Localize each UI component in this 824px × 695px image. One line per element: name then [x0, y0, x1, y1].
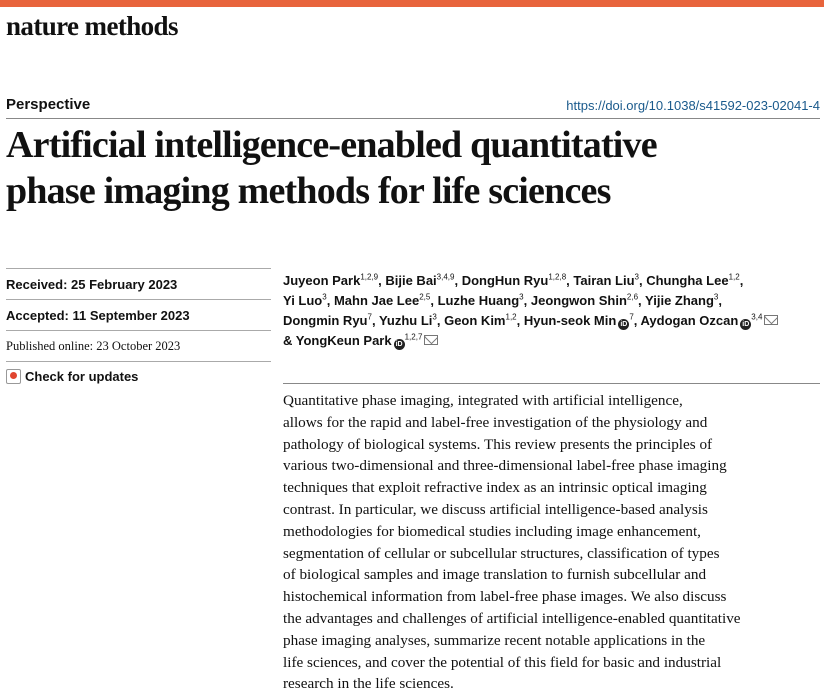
author-separator: , — [638, 273, 647, 288]
author-affiliation: 3 — [519, 292, 524, 302]
abstract-line: various two-dimensional and three-dimensional label-free phase imaging — [283, 457, 727, 475]
author-affiliation: 1,2 — [728, 272, 740, 282]
received-value: 25 February 2023 — [71, 277, 178, 292]
author-affiliation: 2,6 — [626, 292, 639, 302]
dates-divider — [6, 299, 271, 300]
author-name[interactable]: Hyun-seok Min — [523, 313, 617, 328]
author-line — [283, 291, 818, 311]
title-line: Artificial intelligence-enabled quantitative — [6, 124, 657, 166]
email-icon[interactable] — [424, 335, 438, 345]
dates-divider — [6, 330, 271, 331]
abstract-line: research in the life sciences. — [283, 675, 454, 693]
abstract-divider — [283, 383, 820, 384]
author-separator: , — [454, 273, 462, 288]
author-separator: , — [739, 273, 744, 288]
orcid-icon[interactable]: iD — [620, 321, 628, 328]
check-updates-label: Check for updates — [25, 369, 139, 384]
author-separator: , — [371, 313, 379, 328]
abstract-line: life sciences, and cover the potential of this field for basic and industrial — [283, 653, 722, 671]
author-affiliation: 3 — [713, 292, 719, 302]
author-name[interactable]: Mahn Jae Lee — [333, 293, 420, 308]
orcid-icon[interactable]: iD — [742, 321, 750, 328]
author-name[interactable]: Aydogan Ozcan — [640, 313, 739, 328]
author-list — [283, 271, 818, 351]
author-affiliation: 1,2 — [505, 312, 517, 322]
header-divider — [6, 118, 820, 119]
author-affiliation: 3 — [322, 292, 327, 302]
check-updates-icon — [6, 369, 21, 384]
author-name[interactable]: & YongKeun Park — [283, 333, 392, 348]
abstract-line: techniques that exploit refractive index as an intrinsic optical imaging — [283, 479, 707, 497]
author-separator: , — [638, 293, 646, 308]
published-date: Published online: 23 October 2023 — [6, 339, 181, 353]
author-name[interactable]: Tairan Liu — [573, 273, 635, 288]
abstract-line: histochemical information from label-free phase images. We also discuss — [283, 588, 727, 606]
abstract-line: the advantages and challenges of artificial intelligence-enabled quantitative — [283, 609, 741, 627]
email-icon[interactable] — [764, 315, 778, 325]
received-label: Received: — [6, 277, 68, 292]
abstract-line: pathology of biological systems. This review presents the principles of — [283, 435, 713, 453]
author-name[interactable]: Yi Luo — [283, 293, 323, 308]
article-type: Perspective — [6, 96, 91, 113]
author-affiliation: 2,5 — [419, 292, 431, 302]
abstract-line: contrast. In particular, we discuss artificial intelligence-based analysis — [283, 500, 708, 518]
author-affiliation: 3 — [432, 312, 437, 322]
author-separator: , — [378, 273, 386, 288]
author-affiliation: 1,2,7 — [404, 332, 423, 342]
author-line — [283, 271, 818, 291]
accepted-value: 11 September 2023 — [72, 308, 190, 323]
author-affiliation: 3 — [634, 272, 639, 282]
author-separator: , — [633, 313, 641, 328]
author-name[interactable]: Luzhe Huang — [437, 293, 520, 308]
author-affiliation: 7 — [367, 312, 372, 322]
author-name[interactable]: Yijie Zhang — [645, 293, 714, 308]
author-separator: , — [326, 293, 334, 308]
article-title — [6, 122, 818, 214]
author-separator: , — [718, 293, 722, 308]
author-separator: , — [516, 313, 524, 328]
author-affiliation: 1,2,9 — [360, 272, 379, 282]
author-line — [283, 331, 818, 351]
author-name[interactable]: Yuzhu Li — [378, 313, 433, 328]
accepted-date — [6, 308, 190, 323]
abstract — [283, 390, 818, 695]
orcid-icon[interactable]: iD — [395, 341, 403, 348]
author-affiliation: 3,4 — [751, 312, 763, 322]
author-separator: , — [523, 293, 531, 308]
author-line — [283, 311, 818, 331]
abstract-line: phase imaging analyses, summarize recent notable applications in the — [283, 631, 706, 649]
author-name[interactable]: DongHun Ryu — [461, 273, 549, 288]
author-name[interactable]: Dongmin Ryu — [283, 313, 368, 328]
abstract-line: segmentation of cellular or subcellular structures, classification of types — [283, 544, 720, 562]
author-separator: , — [430, 293, 438, 308]
author-name[interactable]: Chungha Lee — [646, 273, 729, 288]
author-affiliation: 1,2,8 — [548, 272, 567, 282]
journal-name[interactable]: nature methods — [6, 11, 178, 41]
author-name[interactable]: Juyeon Park — [283, 273, 361, 288]
author-separator: , — [566, 273, 574, 288]
check-updates-button[interactable] — [6, 369, 138, 384]
abstract-line: of biological samples and image translation to furnish subcellular and — [283, 566, 707, 584]
title-line: phase imaging methods for life sciences — [6, 170, 611, 212]
abstract-line: methodologies for biomedical studies including image enhancement, — [283, 522, 701, 540]
received-date — [6, 277, 177, 292]
author-affiliation: 3,4,9 — [436, 272, 455, 282]
journal-accent-bar — [0, 0, 824, 7]
abstract-line: allows for the rapid and label-free investigation of the physiology and — [283, 413, 708, 431]
dates-divider — [6, 268, 271, 269]
author-name[interactable]: Jeongwon Shin — [530, 293, 627, 308]
abstract-line: Quantitative phase imaging, integrated with artificial intelligence, — [283, 392, 683, 409]
author-name[interactable]: Geon Kim — [444, 313, 506, 328]
dates-divider — [6, 361, 271, 362]
doi-link[interactable]: https://doi.org/10.1038/s41592-023-02041-4 — [566, 98, 820, 113]
author-affiliation: 7 — [629, 312, 634, 322]
accepted-label: Accepted: — [6, 308, 69, 323]
author-name[interactable]: Bijie Bai — [385, 273, 437, 288]
author-separator: , — [436, 313, 445, 328]
